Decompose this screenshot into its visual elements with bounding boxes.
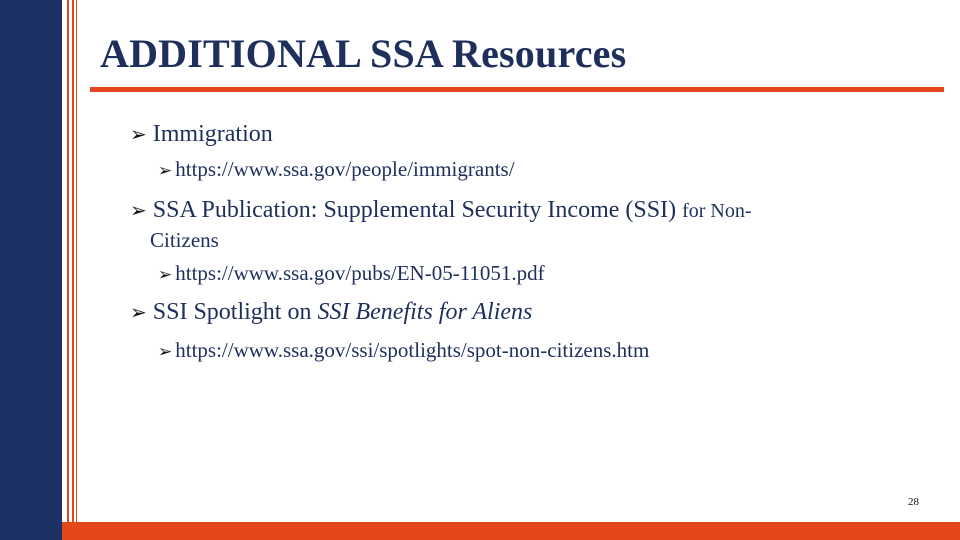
immigration-link[interactable]: https://www.ssa.gov/people/immigrants/	[175, 157, 515, 181]
accent-line	[72, 0, 74, 540]
arrow-bullet-icon: ➢	[158, 265, 173, 285]
page-title: ADDITIONAL SSA Resources	[100, 31, 627, 76]
list-item-link[interactable]	[158, 338, 649, 363]
item-label: SSI Spotlight on	[152, 299, 312, 325]
list-item-publication	[130, 197, 752, 224]
list-item-link[interactable]	[158, 261, 545, 286]
item-label-suffix: for Non-	[682, 200, 752, 222]
list-item-spotlight	[130, 299, 532, 326]
page-number: 28	[908, 496, 919, 508]
arrow-bullet-icon: ➢	[158, 342, 173, 362]
arrow-bullet-icon: ➢	[130, 122, 147, 146]
accent-line	[76, 0, 77, 540]
item-label-italic: SSI Benefits for Aliens	[317, 299, 533, 325]
list-item-link[interactable]	[158, 157, 515, 182]
spotlight-link[interactable]: https://www.ssa.gov/ssi/spotlights/spot-non-citizens.htm	[175, 338, 650, 362]
list-item-immigration	[130, 121, 273, 148]
arrow-bullet-icon: ➢	[130, 198, 147, 222]
item-label: Immigration	[152, 121, 273, 147]
arrow-bullet-icon: ➢	[130, 300, 147, 324]
sidebar-band	[0, 0, 62, 540]
item-label-continuation: Citizens	[150, 228, 219, 252]
arrow-bullet-icon: ➢	[158, 161, 173, 181]
item-label: SSA Publication: Supplemental Security Income (SSI)	[152, 197, 677, 223]
title-divider	[90, 87, 944, 92]
publication-link[interactable]: https://www.ssa.gov/pubs/EN-05-11051.pdf	[175, 261, 545, 285]
accent-line	[67, 0, 69, 540]
bottom-accent-bar	[62, 522, 960, 540]
